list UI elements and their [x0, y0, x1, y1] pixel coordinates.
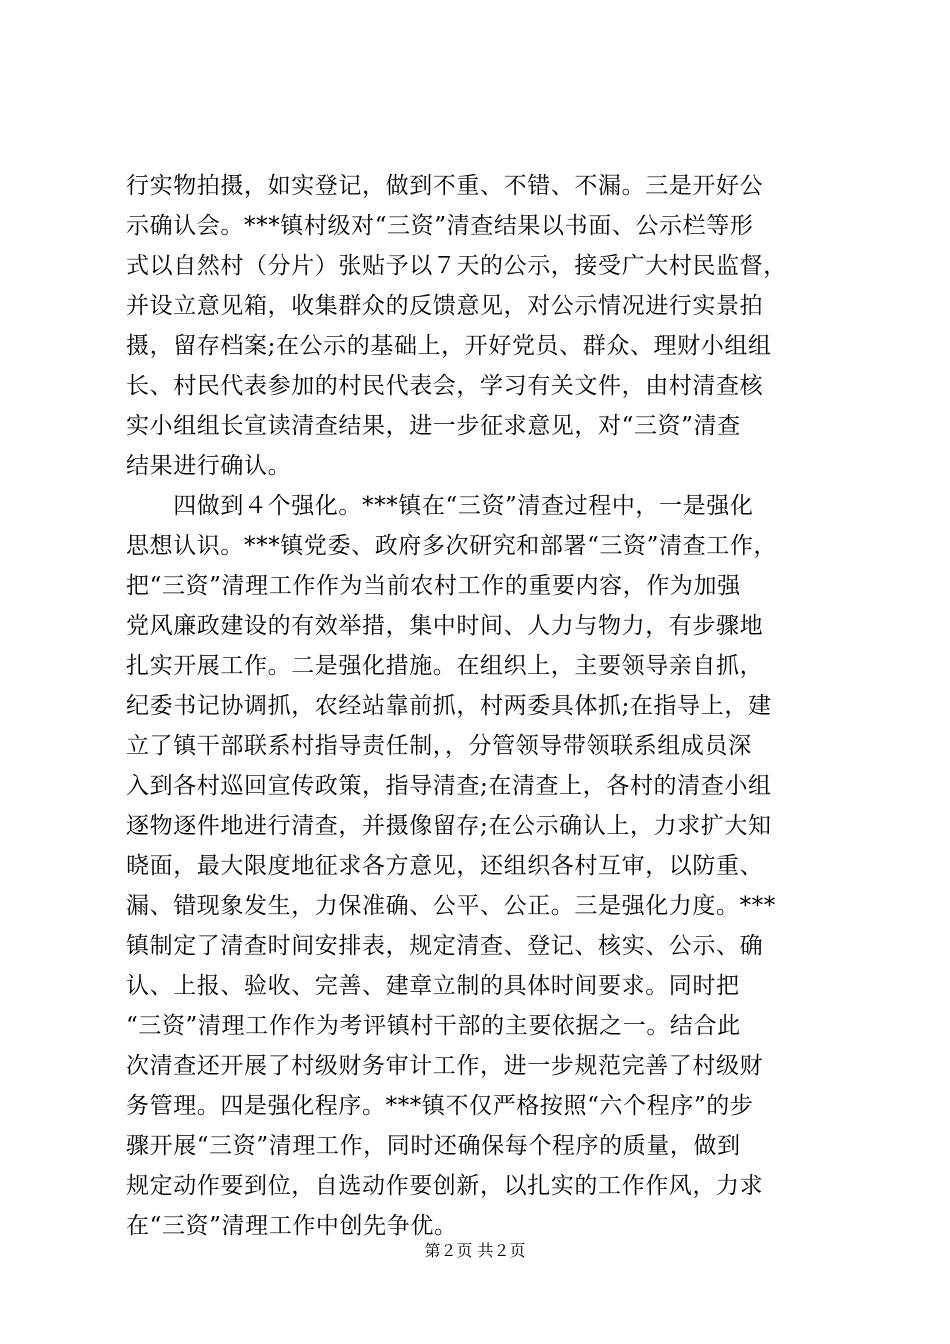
text-line: 长、村民代表参加的村民代表会，学习有关文件，由村清查核: [126, 373, 764, 399]
page-footer: [0, 1240, 950, 1262]
text-line: 并设立意见箱，收集群众的反馈意见，对公示情况进行实景拍: [126, 293, 764, 319]
text-line: 党风廉政建设的有效举措，集中时间、人力与物力，有步骤地: [126, 613, 764, 639]
text-line: 立了镇干部联系村指导责任制，，分管领导带领联系组成员深: [126, 733, 752, 759]
text-line: 规定动作要到位，自选动作要创新，以扎实的工作作风，力求: [126, 1173, 764, 1199]
body-text: [126, 166, 834, 1246]
text-line: 纪委书记协调抓，农经站靠前抓，村两委具体抓;在指导上，建: [126, 693, 772, 719]
text-line: 次清查还开展了村级财务审计工作，进一步规范完善了村级财: [126, 1053, 764, 1079]
text-line: 入到各村巡回宣传政策，指导清查;在清查上，各村的清查小组: [126, 773, 772, 799]
text-line: 摄，留存档案;在公示的基础上，开好党员、群众、理财小组组: [126, 333, 772, 359]
text-line: 认、上报、验收、完善、建章立制的具体时间要求。同时把: [126, 973, 740, 999]
text-line: 行实物拍摄，如实登记，做到不重、不错、不漏。三是开好公: [126, 173, 764, 199]
text-line: 在“三资”清理工作中创先争优。: [126, 1213, 458, 1239]
text-line: 实小组组长宣读清查结果，进一步征求意见，对“三资”清查: [126, 413, 741, 439]
text-line: 把“三资”清理工作作为当前农村工作的重要内容，作为加强: [126, 573, 741, 599]
page-number: 第２页 共２页: [424, 1241, 526, 1260]
text-line: 漏、错现象发生，力保准确、公平、公正。三是强化力度。***: [126, 893, 776, 919]
text-line: “三资”清理工作作为考评镇村干部的主要依据之一。结合此: [126, 1013, 741, 1039]
text-line: 结果进行确认。: [126, 453, 292, 479]
text-line: 晓面，最大限度地征求各方意见，还组织各村互审，以防重、: [126, 853, 764, 879]
text-line: 扎实开展工作。二是强化措施。在组织上，主要领导亲自抓，: [126, 653, 764, 679]
text-line: 示确认会。***镇村级对“三资”清查结果以书面、公示栏等形: [126, 213, 754, 239]
text-line: 骤开展“三资”清理工作，同时还确保每个程序的质量，做到: [126, 1133, 741, 1159]
text-line: 式以自然村（分片）张贴予以７天的公示，接受广大村民监督，: [126, 253, 787, 279]
text-line: 思想认识。***镇党委、政府多次研究和部署“三资”清查工作，: [126, 533, 778, 559]
text-line: 四做到４个强化。***镇在“三资”清查过程中，一是强化: [126, 493, 754, 519]
text-line: 务管理。四是强化程序。***镇不仅严格按照“六个程序”的步: [126, 1093, 754, 1119]
text-line: 镇制定了清查时间安排表，规定清查、登记、核实、公示、确: [126, 933, 764, 959]
text-line: 逐物逐件地进行清查，并摄像留存;在公示确认上，力求扩大知: [126, 813, 772, 839]
